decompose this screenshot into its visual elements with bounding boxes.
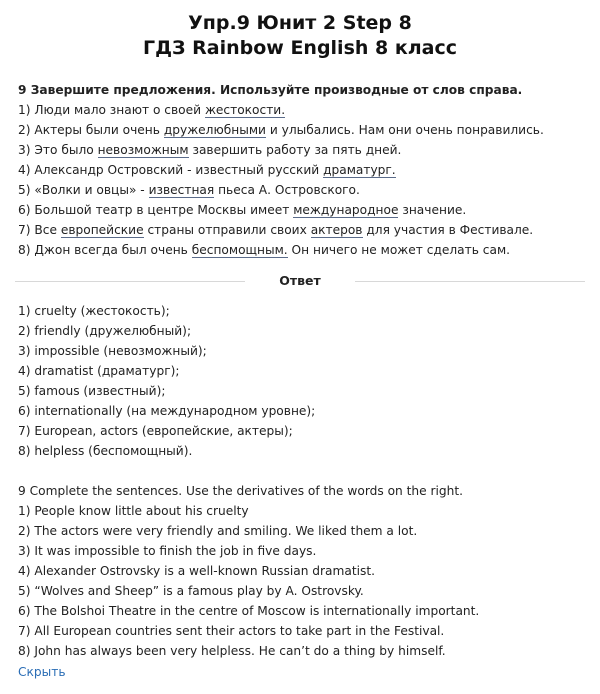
answer-list: [18, 301, 315, 461]
answer-item: 3) impossible (невозможный);: [18, 344, 207, 358]
english-line: 4) Alexander Ostrovsky is a well-known Russian dramatist.: [18, 564, 376, 578]
task-sentence-2: [18, 120, 593, 140]
sentence-text: для участия в Фестивале.: [362, 223, 534, 237]
underlined-word: известная: [148, 183, 215, 197]
sentence-text: завершить работу за пять дней.: [188, 143, 402, 157]
sentence-text: страны отправили своих: [143, 223, 311, 237]
underlined-word: актеров: [310, 223, 363, 237]
task-sentence-8: [18, 240, 593, 260]
answer-divider: [0, 271, 600, 291]
sentence-text: 6) Большой театр в центре Москвы имеет: [18, 203, 294, 217]
title-line-2: ГДЗ Rainbow English 8 класс: [142, 37, 458, 59]
english-line: 1) People know little about his cruelty: [18, 504, 249, 518]
sentence-text: 3) Это было: [18, 143, 98, 157]
sentence-text: 2) Актеры были очень: [18, 123, 164, 137]
underlined-word: драматург.: [323, 163, 396, 177]
sentence-text: 1) Люди мало знают о своей: [18, 103, 205, 117]
english-line: 3) It was impossible to finish the job in five days.: [18, 544, 317, 558]
answer-item: 5) famous (известный);: [18, 384, 166, 398]
english-translation: [18, 481, 479, 661]
task-heading: 9 Завершите предложения. Используйте производные от слов справа.: [18, 83, 523, 97]
sentence-text: 8) Джон всегда был очень: [18, 243, 192, 257]
english-line: 7) All European countries sent their actors to take part in the Festival.: [18, 624, 445, 638]
english-line: 8) John has always been very helpless. He can’t do a thing by himself.: [18, 644, 446, 658]
english-line: 6) The Bolshoi Theatre in the centre of Moscow is internationally important.: [18, 604, 480, 618]
task-sentence-1: [18, 100, 593, 120]
underlined-word: международное: [293, 203, 399, 217]
task-section: [18, 80, 593, 260]
underlined-word: жестокости.: [204, 103, 286, 117]
english-line: 5) “Wolves and Sheep” is a famous play by A. Ostrovsky.: [18, 584, 364, 598]
sentence-text: и улыбались. Нам они очень понравились.: [265, 123, 544, 137]
task-sentence-7: [18, 220, 593, 240]
answer-item: 4) dramatist (драматург);: [18, 364, 180, 378]
answer-item: 2) friendly (дружелюбный);: [18, 324, 192, 338]
sentence-text: Он ничего не может сделать сам.: [287, 243, 511, 257]
underlined-word: беспомощным.: [191, 243, 288, 257]
answer-item: 8) helpless (беспомощный).: [18, 444, 193, 458]
sentence-text: значение.: [398, 203, 467, 217]
sentence-text: 4) Александр Островский - известный русский: [18, 163, 324, 177]
underlined-word: дружелюбными: [163, 123, 266, 137]
underlined-word: европейские: [60, 223, 144, 237]
task-sentence-6: [18, 200, 593, 220]
answer-item: 1) cruelty (жестокость);: [18, 304, 170, 318]
title-line-1: Упр.9 Юнит 2 Step 8: [188, 12, 412, 34]
task-sentence-5: [18, 180, 593, 200]
answer-item: 7) European, actors (европейские, актеры);: [18, 424, 293, 438]
sentence-text: пьеса А. Островского.: [214, 183, 360, 197]
task-sentence-3: [18, 140, 593, 160]
english-heading: 9 Complete the sentences. Use the derivatives of the words on the right.: [18, 484, 464, 498]
task-sentence-4: [18, 160, 593, 180]
answer-heading: Ответ: [279, 273, 321, 288]
underlined-word: невозможным: [97, 143, 189, 157]
answer-item: 6) internationally (на международном уровне);: [18, 404, 316, 418]
hide-link[interactable]: Скрыть: [18, 665, 66, 679]
english-line: 2) The actors were very friendly and smiling. We liked them a lot.: [18, 524, 418, 538]
sentence-text: 7) Все: [18, 223, 61, 237]
sentence-text: 5) «Волки и овцы» -: [18, 183, 149, 197]
